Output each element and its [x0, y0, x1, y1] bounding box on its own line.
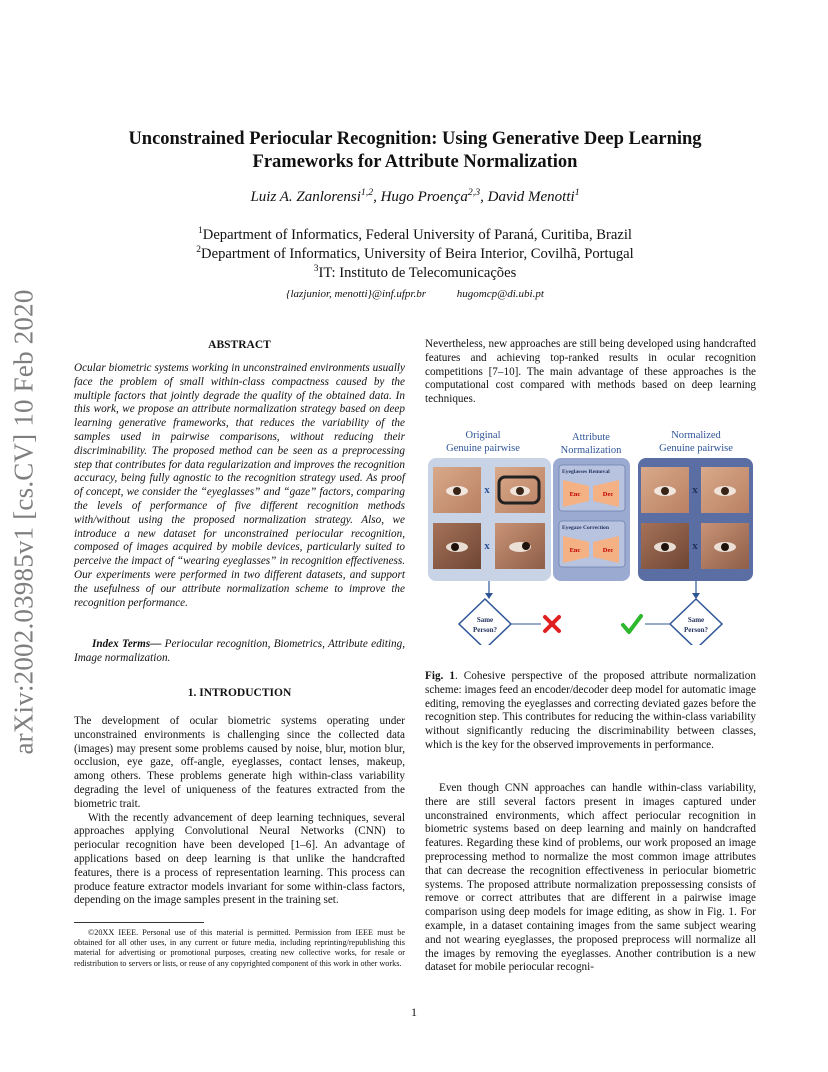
arxiv-id: arXiv:2002.03985v1 [cs.CV] 10 Feb 2020: [8, 289, 39, 755]
affiliation-line: [80, 245, 750, 264]
introduction-heading: 1. INTRODUCTION: [187, 687, 292, 699]
intro-paragraph-1: The development of ocular biometric systems operating under unconstrained environments is challenging since the collected data (images) may present some problems caused by noise, blur, motion blur, occlusion, eye gaze, off-angle, eyeglasses, contact lenses, makeup, among others. These problems generate high within-class variability degrading the level of uniqueness of the features extracted from the biometric trait.: [74, 715, 405, 810]
fig-dec-label: Dec: [602, 547, 614, 554]
author-list: Luiz A. Zanlorensi$^{1,2}$, Hugo Proença$^{2,3}$, David Menotti$^1$: [250, 187, 580, 205]
intro-paragraph-2: With the recently advancement of deep learning techniques, several approaches applying Convolutional Neural Networks (CNN) to periocular recognition have been developed [1–6]. An advantage of applications based on deep learning is that unlike the handcrafted features, there is a process of representation learning. This process can produce feature extractor models invariant for some within-class factors, depending on the image samples present in the training set.: [74, 811, 405, 907]
fig-col1-title: Original: [465, 430, 501, 441]
fig-pair-mark: x: [692, 540, 698, 552]
author-name: David Menotti: [487, 189, 575, 205]
affiliations: [80, 226, 750, 283]
affiliation-text: IT: Instituto de Telecomunicações: [318, 265, 517, 281]
abstract-heading: ABSTRACT: [208, 339, 271, 351]
figure-1: [425, 425, 755, 645]
title-line-1: Unconstrained Periocular Recognition: Using Generative Deep Learning: [128, 129, 702, 149]
fig-enc-label: Enc: [569, 491, 581, 498]
affiliation-sup: 3: [313, 264, 319, 275]
affiliation-line: [80, 226, 750, 245]
fig-iris: [453, 487, 461, 495]
fig-arrow-head: [485, 593, 493, 599]
fig-iris: [516, 487, 524, 495]
author-sup: 1: [574, 187, 580, 198]
fig-decision-1-line1: Same: [476, 616, 494, 624]
right-paragraph-2: Even though CNN approaches can handle within-class variability, there are still several factors present in images captured under unconstrained environments, which affect periocular recognition in biometric systems based on deep learning and mainly on handcrafted features. Regarding these kind of problems, our work proposed an image preprocessing method to normalize the most common image attributes that can decrease the recognition effectiveness in periocular biometric systems. The proposed attribute normalization prepossessing consists of remove or correct attributes that are different in a pairwise image comparison using deep models for image editing, as show in Fig. 1. For example, in a dataset containing images from the same subject wearing and not wearing eyeglasses, the proposed preprocess will normalize all the images by removing the eyeglasses. Another contribution is a new dataset for mobile periocular recogni-: [425, 782, 756, 974]
copyright-footnote: ©20XX IEEE. Personal use of this material is permitted. Permission from IEEE must be obtained for all other uses, in any current or future media, including reprinting/republishing this material for advertising or promotional purposes, creating new collective works, for resale or redistribution to servers or lists, or reuse of any copyrighted component of this work in other works.: [74, 928, 405, 968]
fig-col1-subtitle: Genuine pairwise: [446, 443, 520, 454]
email-2: hugomcp@di.ubi.pt: [456, 288, 544, 300]
fig-iris: [661, 543, 669, 551]
caption-text: . Cohesive perspective of the proposed attribute normalization scheme: images feed an encoder/decoder deep model for automatic image editing, removing the eyeglasses and correcting deviated gazes before the recognition step. This contributes for reducing the within-class variability without significantly reducing the discriminability between classes, which is the key for the observed improvements in performance.: [425, 670, 756, 751]
footnote-rule: [74, 922, 204, 923]
fig-iris: [721, 543, 729, 551]
index-terms-text: Periocular recognition, Biometrics, Attribute editing, Image normalization.: [74, 638, 405, 664]
affiliation-line: [80, 264, 750, 283]
caption-label: Fig. 1: [425, 670, 455, 682]
fig-check-icon: [623, 616, 641, 632]
fig-enc-label: Enc: [569, 547, 581, 554]
email-line: [80, 288, 750, 300]
fig-col3-title: Normalized: [671, 430, 721, 441]
fig-pair-mark: x: [484, 484, 490, 496]
author-sup: 1,2: [360, 187, 374, 198]
fig-iris: [661, 487, 669, 495]
fig-cross-icon: [545, 617, 559, 631]
fig-decision-1-line2: Person?: [472, 626, 498, 634]
title-line-2: Frameworks for Attribute Normalization: [252, 152, 578, 172]
arxiv-stamp: [0, 287, 52, 757]
author-name: Hugo Proença: [380, 189, 468, 205]
fig-dec-label: Dec: [602, 491, 614, 498]
affiliation-text: Department of Informatics, Federal University of Paraná, Curitiba, Brazil: [202, 227, 632, 243]
fig-iris: [721, 487, 729, 495]
fig-decision-2-line1: Same: [687, 616, 705, 624]
fig-col3-subtitle: Genuine pairwise: [659, 443, 733, 454]
fig-pair-mark: x: [692, 484, 698, 496]
affiliation-sup: 1: [198, 226, 203, 237]
fig-iris: [522, 542, 530, 550]
fig-module-label: Eyegaze Correction: [562, 525, 609, 531]
right-paragraph-1: Nevertheless, new approaches are still being developed using handcrafted features and achieving top-ranked results in ocular recognition competitions [7–10]. The main advantage of these approaches is the computational cost compared with methods based on deep learning techniques.: [425, 338, 756, 406]
figure-caption: [425, 670, 756, 753]
fig-col2-title: Attribute: [572, 432, 610, 443]
fig-decision-2-line2: Person?: [683, 626, 709, 634]
fig-iris: [451, 543, 459, 551]
fig-col2-subtitle: Normalization: [560, 445, 622, 456]
index-terms-label: Index Terms—: [92, 638, 162, 650]
paper-title: [80, 128, 750, 174]
affiliation-text: Department of Informatics, University of Beira Interior, Covilhã, Portugal: [201, 246, 634, 262]
page-number: 1: [411, 1005, 417, 1019]
abstract-text: Ocular biometric systems working in unconstrained environments usually face the problem of small within-class compactness caused by the multiple factors that jointly degrade the quality of the obtained data. In this work, we propose an attribute normalization strategy based on deep learning generative frameworks, that reduces the variability of the samples used in pairwise comparisons, without reducing their discriminability. The proposed method can be seen as a preprocessing step that contributes for data regularization and improves the recognition accuracy, being fully agnostic to the recognition strategy used. As proof of concept, we consider the “eyeglasses” and “gaze” factors, comparing the levels of performance of five different recognition methods with/without using the proposed normalization strategy. Also, we introduce a new dataset for unconstrained periocular recognition, composed of images acquired by mobile devices, particularly suited to perceive the impact of “wearing eyeglasses” in recognition effectiveness. Our experiments were performed in two different datasets, and support the usefulness of our attribute normalization scheme to improve the recognition performance.: [74, 362, 405, 609]
affiliation-sup: 2: [196, 245, 202, 256]
author-sup: 2,3: [467, 187, 481, 198]
fig-module-label: Eyeglasses Removal: [562, 469, 610, 475]
index-terms: [74, 638, 405, 666]
introduction-body: [74, 715, 405, 908]
email-1: {lazjunior, menotti}@inf.ufpr.br: [286, 288, 427, 300]
fig-pair-mark: x: [484, 540, 490, 552]
author-name: Luiz A. Zanlorensi: [250, 189, 361, 205]
